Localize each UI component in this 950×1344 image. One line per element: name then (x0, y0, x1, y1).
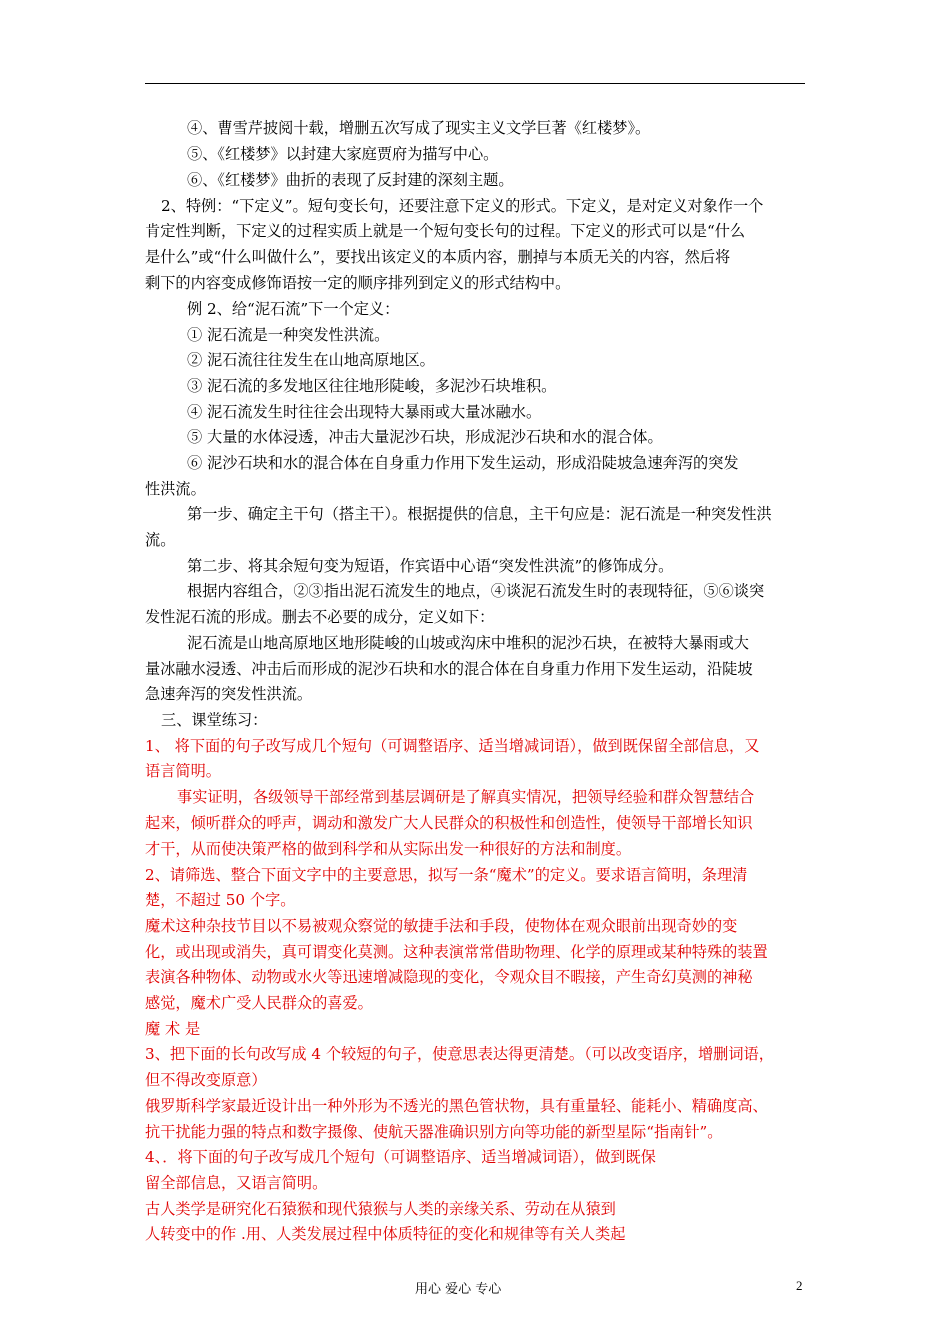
text-line: 才干，从而使决策严格的做到科学和从实际出发一种很好的方法和制度。 (145, 840, 631, 858)
text-line: 剩下的内容变成修饰语按一定的顺序排列到定义的形式结构中。 (145, 274, 571, 292)
text-line: ④ 泥石流发生时往往会出现特大暴雨或大量冰融水。 (187, 403, 542, 421)
text-line: ⑥、《红楼梦》曲折的表现了反封建的深刻主题。 (187, 171, 514, 189)
text-line: 古人类学是研究化石猿猴和现代猿猴与人类的亲缘关系、劳动在从猿到 (145, 1200, 616, 1218)
text-line: 三、课堂练习： (161, 711, 268, 729)
text-line: ① 泥石流是一种突发性洪流。 (187, 326, 390, 344)
text-line: 楚，不超过 50 个字。 (145, 891, 296, 909)
text-line: 例 2、给“泥石流”下一个定义： (187, 300, 400, 318)
text-line: 魔术这种杂技节目以不易被观众察觉的敏捷手法和手段，使物体在观众眼前出现奇妙的变 (145, 917, 738, 935)
text-line: 魔 术 是 (145, 1020, 201, 1038)
text-line: 2、特例：“下定义”。短句变长句，还要注意下定义的形式。下定义，是对定义对象作一个 (161, 197, 764, 215)
text-line: ⑥ 泥沙石块和水的混合体在自身重力作用下发生运动，形成沿陡坡急速奔泻的突发 (187, 454, 739, 472)
text-line: 语言简明。 (145, 762, 221, 780)
text-line: 发性泥石流的形成。删去不必要的成分，定义如下： (145, 608, 495, 626)
text-line: ④、曹雪芹披阅十载，增删五次写成了现实主义文学巨著《红楼梦》。 (187, 119, 651, 137)
text-line: 第二步、将其余短句变为短语，作宾语中心语“突发性洪流”的修饰成分。 (187, 557, 674, 575)
text-line: ③ 泥石流的多发地区往往地形陡峻，多泥沙石块堆积。 (187, 377, 557, 395)
text-line: ⑤ 大量的水体浸透，冲击大量泥沙石块，形成泥沙石块和水的混合体。 (187, 428, 663, 446)
text-line: 肯定性判断，下定义的过程实质上就是一个短句变长句的过程。下定义的形式可以是“什么 (145, 222, 746, 240)
text-line: 流。 (145, 531, 176, 549)
text-line: 俄罗斯科学家最近设计出一种外形为不透光的黑色管状物，具有重量轻、能耗小、精确度高、 (145, 1097, 768, 1115)
text-line: 抗干扰能力强的特点和数字摄像、使航天器准确识别方向等功能的新型星际“指南针”。 (145, 1123, 723, 1141)
header-rule (145, 83, 805, 84)
text-line: 1、 将下面的句子改写成几个短句（可调整语序、适当增减词语），做到既保留全部信息，又 (145, 737, 760, 755)
text-line: 起来，倾听群众的呼声，调动和激发广大人民群众的积极性和创造性，使领导干部增长知识 (145, 814, 753, 832)
footer-slogan: 用心 爱心 专心 (415, 1282, 502, 1297)
text-line: 人转变中的作 .用、人类发展过程中体质特征的变化和规律等有关人类起 (145, 1225, 626, 1243)
text-line: 2、请筛选、整合下面文字中的主要意思，拟写一条“魔术”的定义。要求语言简明，条理清 (145, 866, 748, 884)
text-line: 量冰融水浸透、冲击后而形成的泥沙石块和水的混合体在自身重力作用下发生运动，沿陡坡 (145, 660, 753, 678)
text-line: 表演各种物体、动物或水火等迅速增减隐现的变化，令观众目不暇接，产生奇幻莫测的神秘 (145, 968, 753, 986)
page-number: 2 (796, 1278, 803, 1293)
text-line: 泥石流是山地高原地区地形陡峻的山坡或沟床中堆积的泥沙石块，在被特大暴雨或大 (187, 634, 749, 652)
text-line: 3、把下面的长句改写成 4 个较短的句子，使意思表达得更清楚。（可以改变语序，增删词语， (145, 1045, 774, 1063)
text-line: 留全部信息，又语言简明。 (145, 1174, 328, 1192)
text-line: 根据内容组合，②③指出泥石流发生的地点，④谈泥石流发生时的表现特征，⑤⑥谈突 (187, 582, 765, 600)
text-line: 4、．将下面的句子改写成几个短句（可调整语序、适当增减词语），做到既保 (145, 1148, 656, 1166)
text-line: 化，或出现或消失，真可谓变化莫测。这种表演常常借助物理、化学的原理或某种特殊的装置 (145, 943, 768, 961)
text-line: 事实证明，各级领导干部经常到基层调研是了解真实情况，把领导经验和群众智慧结合 (177, 788, 755, 806)
text-line: 是什么”或“什么叫做什么”，要找出该定义的本质内容，删掉与本质无关的内容，然后将 (145, 248, 731, 266)
text-line: ② 泥石流往往发生在山地高原地区。 (187, 351, 435, 369)
text-line: 但不得改变原意） (145, 1071, 267, 1089)
text-line: 急速奔泻的突发性洪流。 (145, 685, 313, 703)
text-line: 第一步、确定主干句（搭主干）。根据提供的信息，主干句应是：泥石流是一种突发性洪 (187, 505, 772, 523)
text-line: 感觉，魔术广受人民群众的喜爱。 (145, 994, 373, 1012)
text-line: 性洪流。 (145, 480, 206, 498)
text-line: ⑤、《红楼梦》以封建大家庭贾府为描写中心。 (187, 145, 499, 163)
